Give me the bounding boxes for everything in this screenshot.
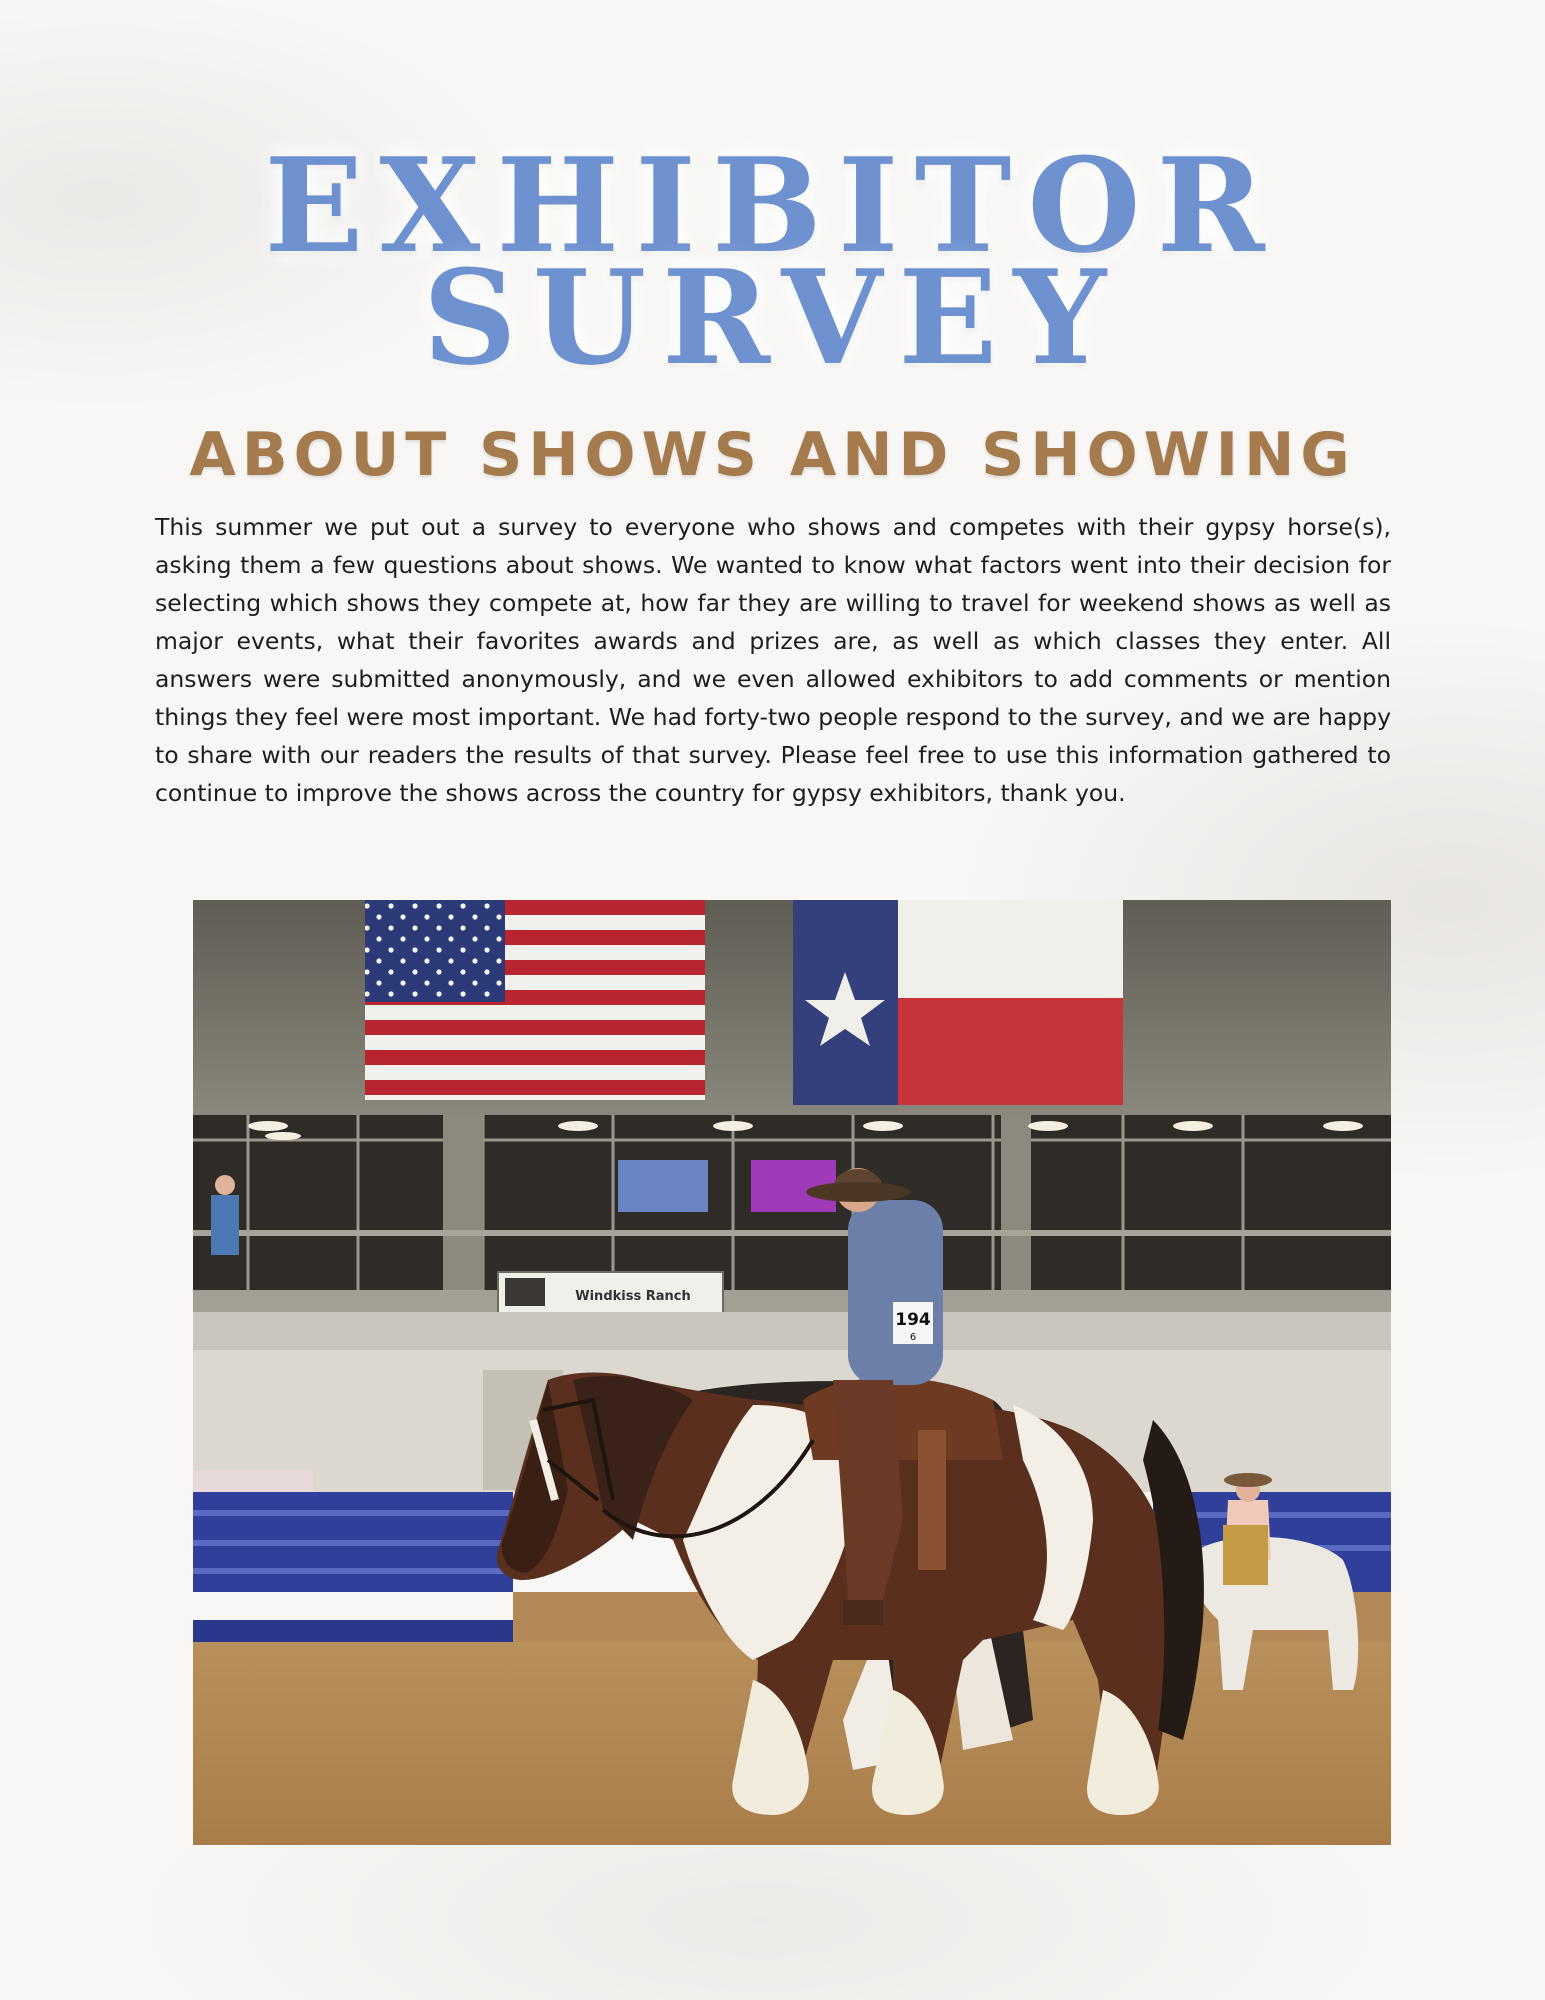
fence-base	[193, 1620, 513, 1642]
title-line-1: EXHIBITOR	[264, 129, 1281, 282]
balcony-railing	[193, 1230, 1391, 1236]
arena-photo	[193, 900, 1391, 1845]
pillar	[443, 1115, 483, 1290]
us-flag	[365, 900, 705, 1100]
exhibitor-number: 194	[895, 1310, 931, 1330]
pillar	[1001, 1115, 1031, 1290]
exhibitor-sub-number: 6	[909, 1332, 917, 1343]
page-subtitle: ABOUT SHOWS AND SHOWING	[189, 420, 1356, 490]
texas-flag	[793, 900, 1123, 1105]
intro-paragraph: This summer we put out a survey to everyone who shows and competes with their gypsy horse(s), asking them a few questions about shows. We wanted to know what factors went into their decision for selecting which shows they compete at, how far they are willing to travel for weekend shows as well as major events, what their favorites awards and prizes are, as well as which classes they enter. All answers were submitted anonymously, and we even allowed exhibitors to add comments or mention things they feel were most important. We had forty-two people respond to the survey, and we are happy to share with our readers the results of that survey. Please feel free to use this information gathered to continue to improve the shows across the country for gypsy exhibitors, thank you.	[155, 513, 1391, 807]
title-line-2: SURVEY	[422, 241, 1123, 394]
banner-text-1: Windkiss Ranch	[575, 1289, 691, 1304]
tv-screen	[618, 1160, 708, 1212]
page-title	[0, 129, 1545, 394]
arena-lower-soffit	[193, 1312, 1391, 1350]
arena-photo-illustration	[193, 900, 1391, 1845]
balcony-ledge	[193, 1290, 1391, 1312]
